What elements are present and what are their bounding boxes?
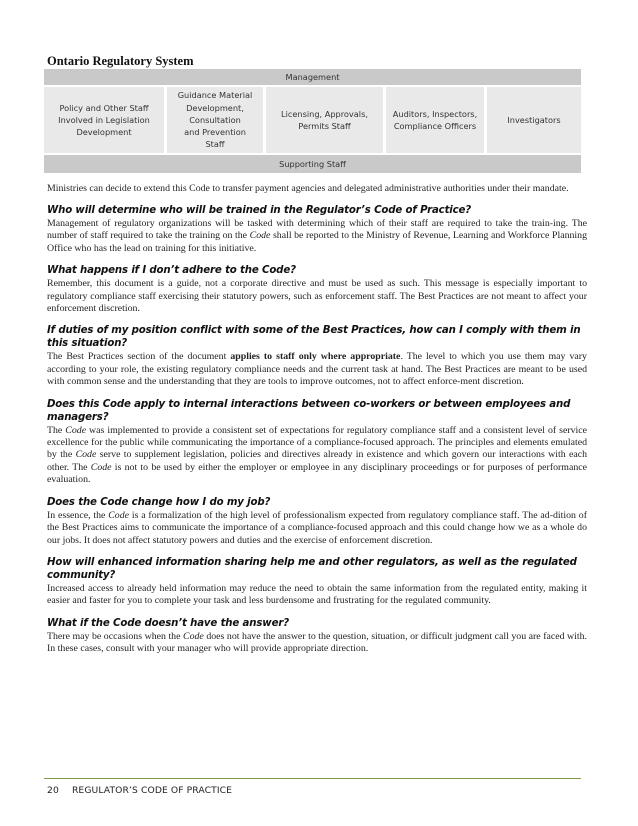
faq-answer — [47, 278, 587, 315]
footer-rule — [44, 778, 581, 779]
emphasis-text: Code — [65, 424, 87, 436]
answer-text: Management of regulatory organizations will be tasked with determining which of their staff are required to take the train-ing. The number of staff required to take the training on the — [47, 218, 587, 242]
faq-answer — [47, 510, 587, 547]
answer-text: is a formalization of the high level of professionalism expected from regulatory compliance staff. The ad-dition of the Best Practices aims to communicate the importance of a compliance-focused approach and this could change how we as a whole do our jobs. It does not affect statutory powers and duties and the exercise of enforcement discretion. — [47, 509, 587, 546]
running-title: REGULATOR’S CODE OF PRACTICE — [71, 785, 233, 796]
faq-answer — [47, 631, 587, 656]
org-chart — [44, 69, 581, 173]
answer-text: The — [47, 424, 66, 436]
page-number: 20 — [47, 785, 59, 796]
org-units-row — [44, 87, 581, 153]
faq-answer — [47, 425, 587, 487]
faq-answer — [47, 583, 587, 608]
faq-question: What if the Code doesn’t have the answer? — [47, 617, 289, 629]
bold-text: applies to staff only where appropriate — [230, 351, 401, 363]
faq-question: If duties of my position conflict with some of the Best Practices, how can I comply with them in this situation? — [47, 325, 581, 350]
faq-question: Who will determine who will be trained in the Regulator’s Code of Practice? — [47, 205, 472, 216]
emphasis-text: Code — [183, 630, 204, 642]
faq-question: What happens if I don’t adhere to the Code? — [47, 265, 296, 277]
org-unit-policy: Policy and Other Staff Involved in Legislation Development — [44, 87, 164, 153]
faq-question: Does the Code change how I do my job? — [47, 496, 271, 508]
answer-text: does not have the answer to the question, situation, or difficult judgment call you are faced with. In these cases, consult with your manager who will provide appropriate direction. — [47, 630, 588, 655]
faq-answer — [47, 351, 587, 388]
answer-text: . The level to which you use them may vary according to your role, the existing regulatory compliance needs and the current task at hand. The Best Practices are meant to be used with common sense and the understanding that they are tools to improve outcomes, not to affect enforce-ment discretion. — [47, 351, 587, 388]
answer-text: There may be occasions when the — [47, 630, 184, 642]
org-management-bar: Management — [44, 69, 581, 85]
faq-question: Does this Code apply to internal interactions between co-workers or between employees and managers? — [47, 398, 571, 423]
org-supporting-bar: Supporting Staff — [44, 155, 581, 173]
emphasis-text: Code — [249, 230, 271, 242]
answer-text: shall be reported to the Ministry of Revenue, Learning and Workforce Planning Office who has the lead on training for this initiative. — [47, 230, 587, 254]
answer-text: The Best Practices section of the document — [47, 351, 231, 363]
emphasis-text: Code — [90, 461, 112, 473]
page-footer — [47, 785, 232, 796]
emphasis-text: Code — [75, 449, 97, 461]
org-unit-licensing: Licensing, Approvals, Permits Staff — [266, 87, 383, 153]
faq-list — [47, 204, 587, 656]
answer-text: In essence, the — [47, 509, 109, 521]
section-title: Ontario Regulatory System — [47, 54, 194, 68]
answer-text: was implemented to provide a consistent set of expectations for regulatory compliance staff and a consistent level of service excellence for the public while communicating the importance of a compliance-focused approach. The principles and elements emulated by the — [47, 424, 588, 461]
org-unit-guidance: Guidance Material Development, Consultation and Prevention Staff — [167, 87, 263, 153]
intro-paragraph: Ministries can decide to extend this Code to transfer payment agencies and delegated administrative authorities under their mandate. — [47, 183, 569, 194]
emphasis-text: Code — [108, 509, 130, 521]
faq-content — [47, 180, 587, 656]
answer-text: Increased access to already held information may reduce the need to obtain the same information from the regulated entity, making it easier and faster for you to complete your task and less burdensome and frustrating for the regulated community. — [47, 582, 587, 607]
answer-text: serve to supplement legislation, policies and directives already in existence and which govern our interactions with each other. The — [47, 449, 587, 473]
faq-question: How will enhanced information sharing help me and other regulators, as well as the regulated community? — [47, 556, 577, 581]
answer-text: is not to be used by either the employer or employee in any disciplinary proceedings or for purposes of performance evaluation. — [47, 461, 587, 486]
org-unit-investigators: Investigators — [487, 87, 581, 153]
faq-answer — [47, 218, 587, 255]
org-unit-auditors: Auditors, Inspectors, Compliance Officers — [386, 87, 484, 153]
answer-text: Remember, this document is a guide, not a corporate directive and must be used as such. This message is especially important to regulatory compliance staff exercising their statutory powers, such as enforcement staff. The Best Practices are not meant to affect your enforcement discretion. — [47, 278, 587, 315]
